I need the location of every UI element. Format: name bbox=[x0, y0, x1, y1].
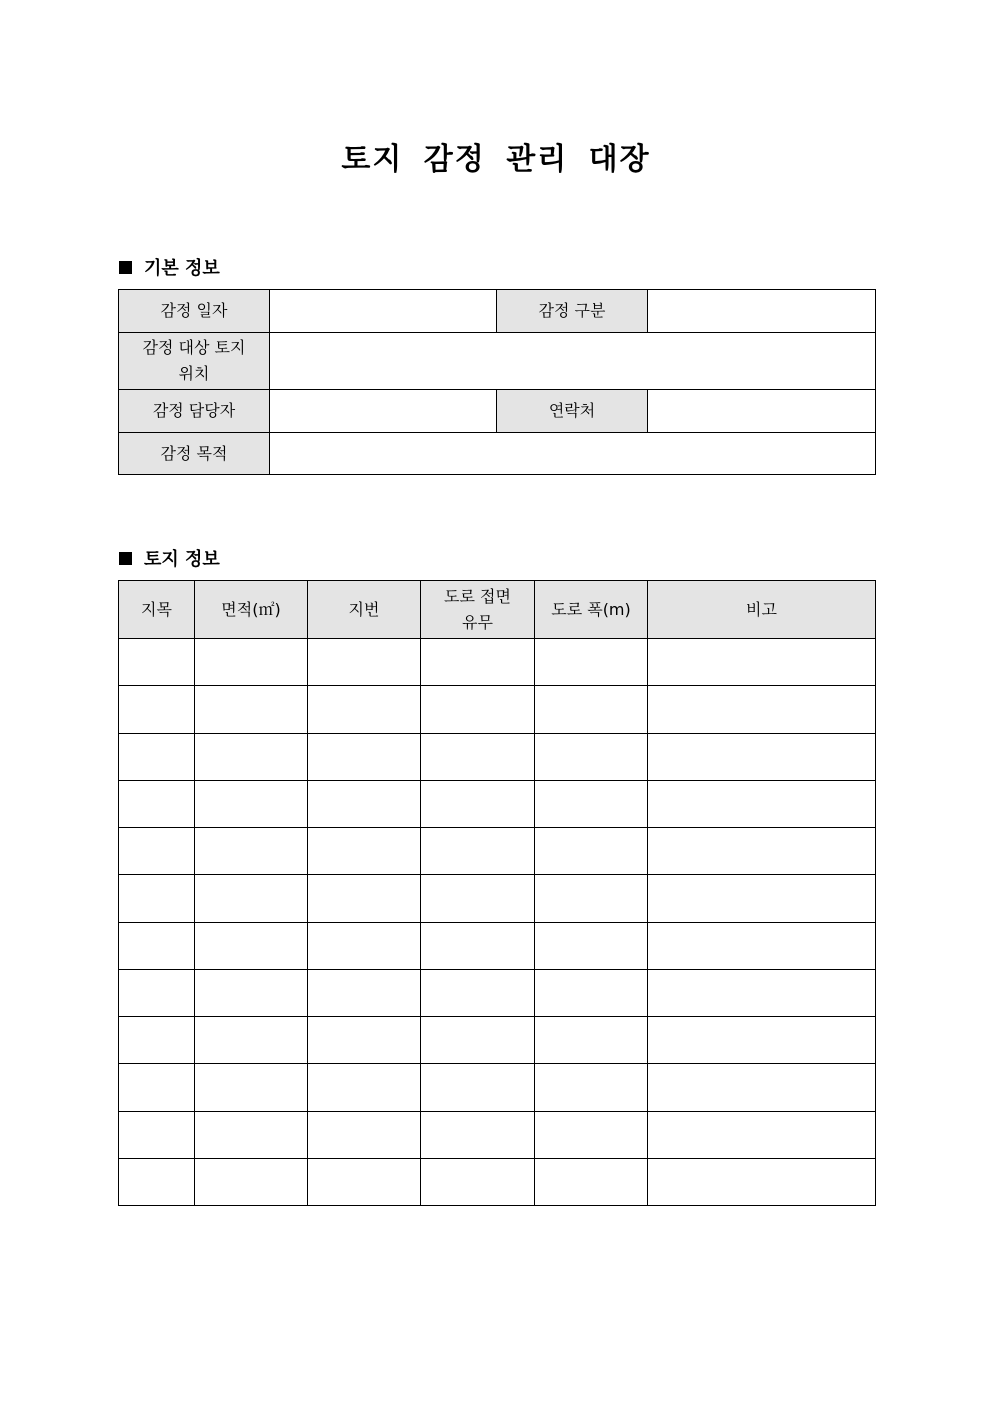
table-row bbox=[119, 969, 876, 1016]
road-frontage-cell[interactable] bbox=[421, 1158, 535, 1205]
area-cell[interactable] bbox=[195, 780, 308, 827]
road-width-cell[interactable] bbox=[535, 733, 648, 780]
appraisal-type-label: 감정 구분 bbox=[497, 290, 648, 333]
road-width-cell[interactable] bbox=[535, 780, 648, 827]
road-width-cell[interactable] bbox=[535, 1158, 648, 1205]
lot-number-cell[interactable] bbox=[308, 922, 421, 969]
basic-info-heading bbox=[119, 254, 220, 280]
road-frontage-cell[interactable] bbox=[421, 922, 535, 969]
road-width-cell[interactable] bbox=[535, 1111, 648, 1158]
contact-label: 연락처 bbox=[497, 390, 648, 433]
land-category-cell[interactable] bbox=[119, 780, 195, 827]
lot-number-cell[interactable] bbox=[308, 1017, 421, 1064]
remarks-cell[interactable] bbox=[648, 1158, 876, 1205]
column-header-lot-number: 지번 bbox=[308, 581, 421, 639]
lot-number-cell[interactable] bbox=[308, 875, 421, 922]
table-row bbox=[119, 733, 876, 780]
land-info-rows bbox=[119, 639, 876, 1206]
road-frontage-cell[interactable] bbox=[421, 639, 535, 686]
purpose-field[interactable] bbox=[270, 433, 876, 475]
column-header-road-frontage-line1: 도로 접면 bbox=[444, 586, 511, 606]
remarks-cell[interactable] bbox=[648, 875, 876, 922]
area-cell[interactable] bbox=[195, 922, 308, 969]
land-category-cell[interactable] bbox=[119, 1017, 195, 1064]
appraisal-date-field[interactable] bbox=[270, 290, 497, 333]
road-frontage-cell[interactable] bbox=[421, 969, 535, 1016]
land-info-heading bbox=[119, 545, 220, 571]
remarks-cell[interactable] bbox=[648, 686, 876, 733]
road-frontage-cell[interactable] bbox=[421, 875, 535, 922]
table-row bbox=[119, 828, 876, 875]
road-frontage-cell[interactable] bbox=[421, 733, 535, 780]
area-cell[interactable] bbox=[195, 875, 308, 922]
target-location-label bbox=[119, 333, 270, 390]
target-location-field[interactable] bbox=[270, 333, 876, 390]
area-cell[interactable] bbox=[195, 639, 308, 686]
column-header-road-frontage-line2: 유무 bbox=[462, 612, 493, 632]
road-frontage-cell[interactable] bbox=[421, 780, 535, 827]
road-width-cell[interactable] bbox=[535, 875, 648, 922]
purpose-label: 감정 목적 bbox=[119, 433, 270, 475]
road-frontage-cell[interactable] bbox=[421, 1064, 535, 1111]
area-cell[interactable] bbox=[195, 1017, 308, 1064]
land-category-cell[interactable] bbox=[119, 1111, 195, 1158]
lot-number-cell[interactable] bbox=[308, 780, 421, 827]
table-row bbox=[119, 1111, 876, 1158]
lot-number-cell[interactable] bbox=[308, 733, 421, 780]
appraisal-date-label: 감정 일자 bbox=[119, 290, 270, 333]
table-row bbox=[119, 1064, 876, 1111]
area-cell[interactable] bbox=[195, 1064, 308, 1111]
lot-number-cell[interactable] bbox=[308, 639, 421, 686]
area-cell[interactable] bbox=[195, 686, 308, 733]
table-row bbox=[119, 686, 876, 733]
road-frontage-cell[interactable] bbox=[421, 686, 535, 733]
contact-field[interactable] bbox=[648, 390, 876, 433]
column-header-remarks: 비고 bbox=[648, 581, 876, 639]
road-width-cell[interactable] bbox=[535, 639, 648, 686]
table-row bbox=[119, 1017, 876, 1064]
road-width-cell[interactable] bbox=[535, 1064, 648, 1111]
lot-number-cell[interactable] bbox=[308, 969, 421, 1016]
road-frontage-cell[interactable] bbox=[421, 1017, 535, 1064]
square-bullet-icon bbox=[119, 261, 132, 274]
table-row bbox=[119, 875, 876, 922]
table-row bbox=[119, 780, 876, 827]
target-location-label-line2: 위치 bbox=[178, 364, 210, 383]
table-row bbox=[119, 639, 876, 686]
lot-number-cell[interactable] bbox=[308, 828, 421, 875]
column-header-road-width: 도로 폭(m) bbox=[535, 581, 648, 639]
remarks-cell[interactable] bbox=[648, 639, 876, 686]
remarks-cell[interactable] bbox=[648, 922, 876, 969]
area-cell[interactable] bbox=[195, 733, 308, 780]
square-bullet-icon bbox=[119, 552, 132, 565]
table-row bbox=[119, 1158, 876, 1205]
remarks-cell[interactable] bbox=[648, 780, 876, 827]
land-info-heading-text: 토지 정보 bbox=[144, 549, 220, 570]
land-category-cell[interactable] bbox=[119, 686, 195, 733]
land-category-cell[interactable] bbox=[119, 875, 195, 922]
land-category-cell[interactable] bbox=[119, 733, 195, 780]
appraiser-label: 감정 담당자 bbox=[119, 390, 270, 433]
land-category-cell[interactable] bbox=[119, 639, 195, 686]
road-frontage-cell[interactable] bbox=[421, 828, 535, 875]
basic-info-table bbox=[118, 289, 876, 475]
target-location-label-line1: 감정 대상 토지 bbox=[142, 338, 246, 357]
page-title: 토지 감정 관리 대장 bbox=[341, 142, 651, 177]
appraisal-type-field[interactable] bbox=[648, 290, 876, 333]
remarks-cell[interactable] bbox=[648, 1111, 876, 1158]
column-header-road-frontage bbox=[421, 581, 535, 639]
land-category-cell[interactable] bbox=[119, 1158, 195, 1205]
remarks-cell[interactable] bbox=[648, 969, 876, 1016]
land-category-cell[interactable] bbox=[119, 1064, 195, 1111]
land-info-table bbox=[118, 580, 876, 1206]
remarks-cell[interactable] bbox=[648, 1017, 876, 1064]
remarks-cell[interactable] bbox=[648, 733, 876, 780]
appraiser-field[interactable] bbox=[270, 390, 497, 433]
lot-number-cell[interactable] bbox=[308, 1064, 421, 1111]
remarks-cell[interactable] bbox=[648, 1064, 876, 1111]
road-width-cell[interactable] bbox=[535, 969, 648, 1016]
area-cell[interactable] bbox=[195, 1158, 308, 1205]
column-header-land-category: 지목 bbox=[119, 581, 195, 639]
road-width-cell[interactable] bbox=[535, 922, 648, 969]
area-cell[interactable] bbox=[195, 828, 308, 875]
table-row bbox=[119, 922, 876, 969]
area-cell[interactable] bbox=[195, 969, 308, 1016]
lot-number-cell[interactable] bbox=[308, 1158, 421, 1205]
area-cell[interactable] bbox=[195, 1111, 308, 1158]
road-width-cell[interactable] bbox=[535, 686, 648, 733]
road-width-cell[interactable] bbox=[535, 828, 648, 875]
land-category-cell[interactable] bbox=[119, 828, 195, 875]
basic-info-heading-text: 기본 정보 bbox=[144, 258, 220, 279]
road-frontage-cell[interactable] bbox=[421, 1111, 535, 1158]
remarks-cell[interactable] bbox=[648, 828, 876, 875]
lot-number-cell[interactable] bbox=[308, 686, 421, 733]
lot-number-cell[interactable] bbox=[308, 1111, 421, 1158]
land-category-cell[interactable] bbox=[119, 969, 195, 1016]
land-category-cell[interactable] bbox=[119, 922, 195, 969]
road-width-cell[interactable] bbox=[535, 1017, 648, 1064]
column-header-area: 면적(㎡) bbox=[195, 581, 308, 639]
